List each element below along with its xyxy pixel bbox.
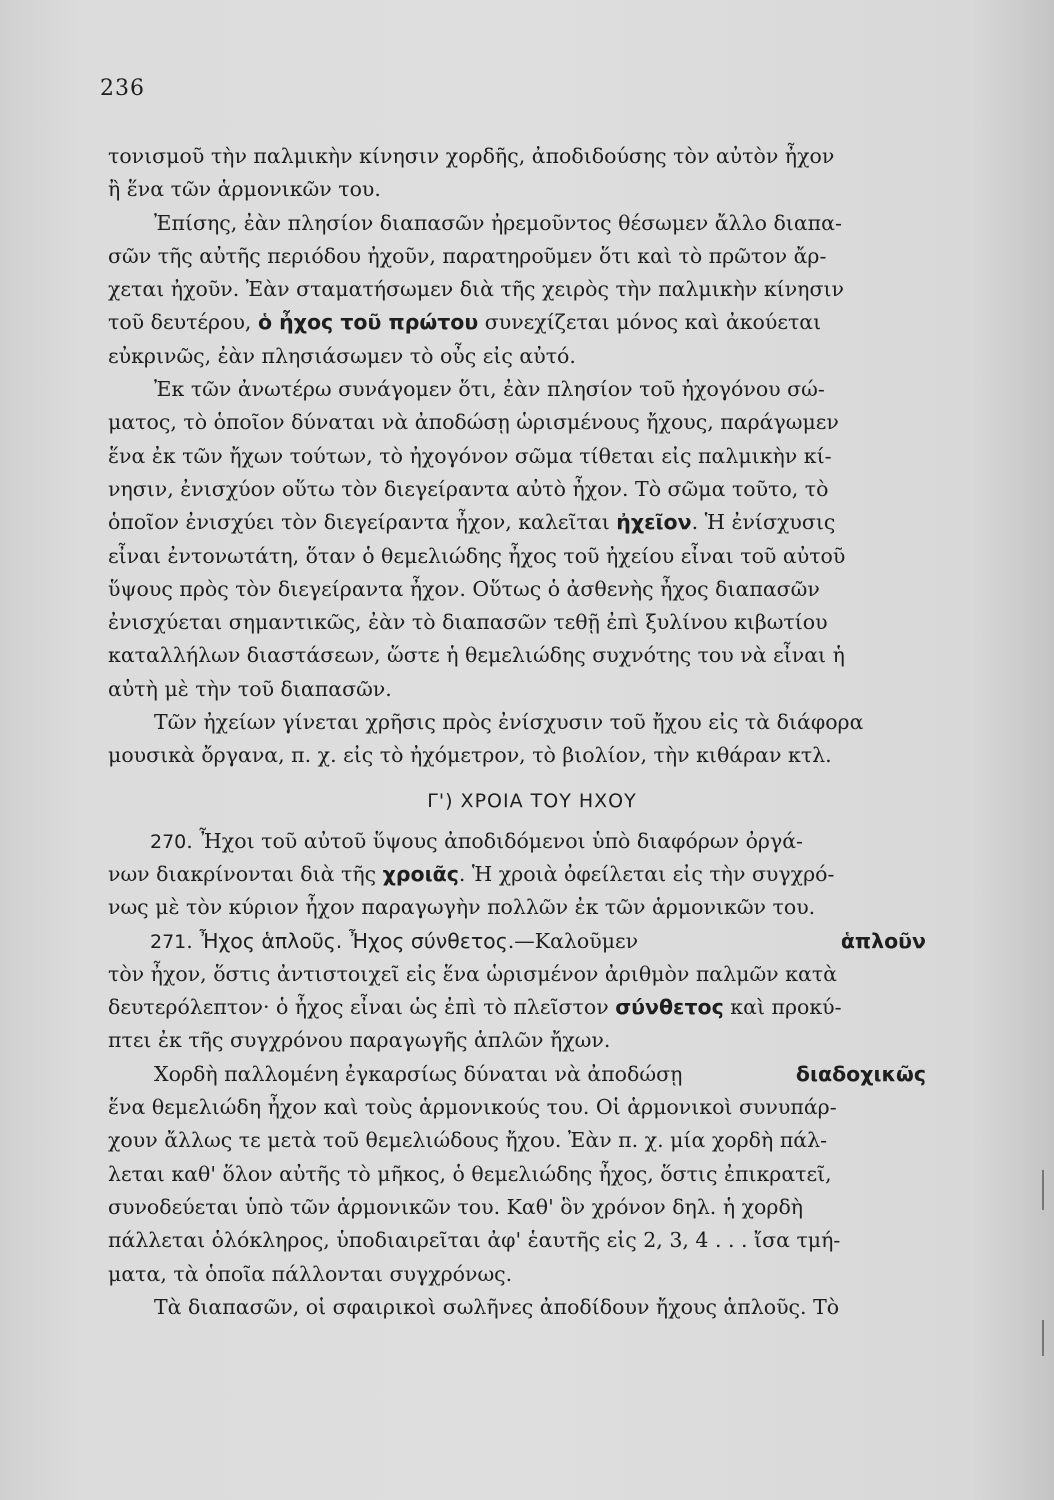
- text-line: εὐκρινῶς, ἐὰν πλησιάσωμεν τὸ οὖς εἰς αὐτό.: [108, 343, 576, 368]
- text-line: Τῶν ἠχείων γίνεται χρῆσις πρὸς ἐνίσχυσιν τοῦ ἤχου εἰς τὰ διάφορα: [154, 710, 864, 735]
- text-line: αὐτὴ μὲ τὴν τοῦ διαπασῶν.: [108, 676, 392, 701]
- text-line: λεται καθ' ὅλον αὐτῆς τὸ μῆκος, ὁ θεμελιώδης ἦχος, ὅστις ἐπικρατεῖ,: [108, 1161, 832, 1186]
- text-line: ὁποῖον ἐνισχύει τὸν διεγείραντα ἦχον, καλεῖται ἠχεῖον. Ἡ ἐνίσχυσις: [108, 510, 836, 535]
- page-number: 236: [100, 76, 145, 101]
- text-line: Τὰ διαπασῶν, οἱ σφαιρικοὶ σωλῆνες ἀποδίδουν ἤχους ἁπλοῦς. Τὸ: [154, 1294, 840, 1319]
- text-line: ματα, τὰ ὁποῖα πάλλονται συγχρόνως.: [108, 1261, 513, 1286]
- term-chroia: χροιᾶς: [382, 861, 459, 886]
- text-line: νως μὲ τὸν κύριον ἦχον παραγωγὴν πολλῶν ἐκ τῶν ἁρμονικῶν του.: [108, 895, 816, 920]
- text-line: χεται ἠχοῦν. Ἐὰν σταματήσωμεν διὰ τῆς χειρὸς τὴν παλμικὴν κίνησιν: [108, 277, 844, 302]
- text-line: πάλλεται ὁλόκληρος, ὑποδιαιρεῖται ἀφ' ἑαυτῆς εἰς 2, 3, 4 . . . ἴσα τμή-: [108, 1228, 841, 1253]
- text-line: ἐνισχύεται σημαντικῶς, ἐὰν τὸ διαπασῶν τεθῇ ἐπὶ ξυλίνου κιβωτίου: [108, 610, 828, 635]
- term-syntheto: σύνθετος: [615, 995, 724, 1020]
- text-line: Ἐκ τῶν ἀνωτέρω συνάγομεν ὅτι, ἐὰν πλησίον τοῦ ἠχογόνου σώ-: [154, 377, 825, 402]
- paragraph-number: 270: [150, 830, 187, 853]
- text-line: καταλλήλων διαστάσεων, ὥστε ἡ θεμελιώδης συχνότης του νὰ εἶναι ἡ: [108, 643, 845, 668]
- text-line: Ἐπίσης, ἐὰν πλησίον διαπασῶν ἠρεμοῦντος θέσωμεν ἄλλο διαπα-: [154, 210, 842, 235]
- text-line: χουν ἄλλως τε μετὰ τοῦ θεμελιώδους ἤχου. Ἐὰν π. χ. μία χορδὴ πάλ-: [108, 1128, 828, 1153]
- text-line: εἶναι ἐντονωτάτη, ὅταν ὁ θεμελιώδης ἦχος τοῦ ἠχείου εἶναι τοῦ αὐτοῦ: [108, 543, 846, 568]
- text-line: ἢ ἕνα τῶν ἁρμονικῶν του.: [108, 177, 381, 202]
- term-diadochikos: διαδοχικῶς: [795, 1061, 926, 1086]
- text-line: ὕψους πρὸς τὸν διεγείραντα ἦχον. Οὕτως ὁ ἀσθενὴς ἦχος διαπασῶν: [108, 576, 820, 601]
- page-edge-mark: [1042, 1170, 1044, 1210]
- text-line: μουσικὰ ὄργανα, π. χ. εἰς τὸ ἠχόμετρον, τὸ βιολίον, τὴν κιθάραν κτλ.: [108, 743, 832, 768]
- term-aploun: ἁπλοῦν: [840, 928, 926, 953]
- paragraph-title: Ἦχος ἁπλοῦς. Ἦχος σύνθετος: [199, 928, 508, 953]
- text-line: δευτερόλεπτον· ὁ ἦχος εἶναι ὡς ἐπὶ τὸ πλεῖστον σύνθετος καὶ προκύ-: [108, 995, 842, 1020]
- term-echeion: ἠχεῖον: [616, 510, 692, 535]
- text-line: 271. Ἦχος ἁπλοῦς. Ἦχος σύνθετος.—Καλοῦμεν ἁπλοῦν: [108, 925, 926, 958]
- text-line: ματος, τὸ ὁποῖον δύναται νὰ ἀποδώσῃ ὡρισμένους ἤχους, παράγωμεν: [108, 410, 839, 435]
- section-heading: Γ') ΧΡΟΙΑ ΤΟΥ ΗΧΟΥ: [427, 789, 637, 812]
- text-line: νησιν, ἐνισχύον οὕτω τὸν διεγείραντα αὐτὸ ἦχον. Τὸ σῶμα τοῦτο, τὸ: [108, 476, 829, 501]
- emphasis-text: ὁ ἦχος τοῦ πρώτου: [257, 310, 479, 335]
- paragraph-number: 271: [150, 930, 187, 953]
- text-line: νων διακρίνονται διὰ τῆς χροιᾶς. Ἡ χροιὰ ὀφείλεται εἰς τὴν συγχρό-: [108, 861, 835, 886]
- text-line: τὸν ἦχον, ὅστις ἀντιστοιχεῖ εἰς ἕνα ὡρισμένον ἀριθμὸν παλμῶν κατὰ: [108, 961, 838, 986]
- text-line: Χορδὴ παλλομένη ἐγκαρσίως δύναται νὰ ἀποδώσῃ διαδοχικῶς: [108, 1058, 926, 1091]
- text-line: τονισμοῦ τὴν παλμικὴν κίνησιν χορδῆς, ἀποδιδούσης τὸν αὐτὸν ἦχον: [108, 144, 835, 168]
- text-line: τοῦ δευτέρου, ὁ ἦχος τοῦ πρώτου συνεχίζεται μόνος καὶ ἀκούεται: [108, 310, 822, 335]
- page-edge-mark: [1042, 1320, 1044, 1356]
- text-line: ἕνα θεμελιώδη ἦχον καὶ τοὺς ἁρμονικούς του. Οἱ ἁρμονικοὶ συνυπάρ-: [108, 1095, 837, 1120]
- text-line: ἕνα ἐκ τῶν ἤχων τούτων, τὸ ἠχογόνον σῶμα τίθεται εἰς παλμικὴν κί-: [108, 443, 832, 468]
- text-line: 270. Ἦχοι τοῦ αὐτοῦ ὕψους ἀποδιδόμενοι ὑπὸ διαφόρων ὀργά-: [150, 828, 803, 853]
- text-line: πτει ἐκ τῆς συγχρόνου παραγωγῆς ἁπλῶν ἤχων.: [108, 1028, 611, 1053]
- text-line: σῶν τῆς αὐτῆς περιόδου ἠχοῦν, παρατηροῦμεν ὅτι καὶ τὸ πρῶτον ἄρ-: [108, 243, 827, 268]
- body-text: [108, 140, 926, 1324]
- text-line: συνοδεύεται ὑπὸ τῶν ἁρμονικῶν του. Καθ' ὃν χρόνον δηλ. ἡ χορδὴ: [108, 1194, 804, 1219]
